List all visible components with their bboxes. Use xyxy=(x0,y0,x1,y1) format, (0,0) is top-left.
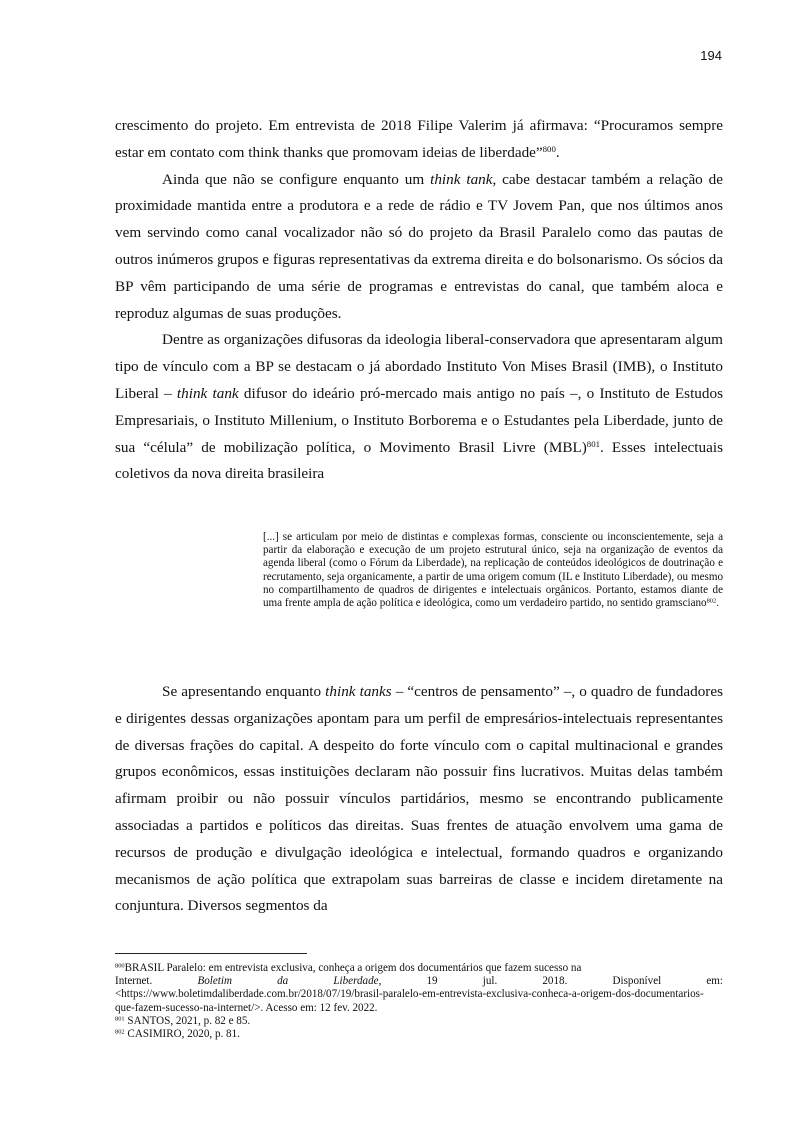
footnote-ref-800[interactable]: 800 xyxy=(542,143,556,154)
footnotes xyxy=(115,962,723,1041)
paragraph-4: Se apresentando enquanto think tanks – “centros de pensamento” –, o quadro de fundadores e dirigentes dessas organizações apontam para um perfil de empresários-intelectuais representantes de diversas frações do capital. A despeito do forte vínculo com o capital multinacional e grandes grupos econômicos, essas instituições declaram não possuir fins lucrativos. Muitas delas também afirmam proibir ou não possuir vínculos partidários, mesmo se encontrando publicamente associadas a partidos e políticos das direitas. Suas frentes de atuação envolvem uma gama de recursos de produção e divulgação ideológica e intelectual, formando quadros e organizando mecanismos de ação política que extrapolam suas barreiras de classe e incidem diretamente na conjuntura. Diversos segmentos da xyxy=(115,683,724,915)
footnote-801: $^{801}$ SANTOS, 2021, p. 82 e 85. xyxy=(115,1014,251,1027)
footnote-800: $^{800}$BRASIL Paralelo: em entrevista exclusiva, conheça a origem dos documentários que fazem sucesso na xyxy=(115,962,582,974)
footnote-800-line-2: Internet. Boletim da Liberdade, 19 jul. 2018. Disponível em: xyxy=(115,975,723,988)
page-number: 194 xyxy=(700,48,722,63)
footnote-802: $^{802}$ CASIMIRO, 2020, p. 81. xyxy=(115,1028,240,1041)
footnote-ref-802[interactable]: 802 xyxy=(706,597,717,605)
block-quote: [...] se articulam por meio de distintas e complexas formas, consciente ou inconscientemente, seja a partir da elaboração e execução de um projeto estrutural único, seja na organização de eventos da agenda liberal (como o Fórum da Liberdade), na replicação de conteúdos ideológicos de doutrinação e recrutamento, seja organicamente, a partir de uma origem comum (IL e Instituto Liberdade), ou mesmo no compartilhamento de quadros de dirigentes e intelectuais orgânicos. Portanto, estamos diante de uma frente ampla de ação política e ideológica, como um verdadeiro partido, no sentido gramsciano$^{802}$. xyxy=(263,531,723,610)
footnote-ref-801[interactable]: 801 xyxy=(586,438,600,449)
body-text-block-1 xyxy=(115,113,723,488)
paragraph-2: Ainda que não se configure enquanto um think tank, cabe destacar também a relação de proximidade mantida entre a produtora e a rede de rádio e TV Jovem Pan, que nos últimos anos vem servindo como canal vocalizador não só do projeto da Brasil Paralelo como das pautas de outros inúmeros grupos e figuras representativas da extrema direita e do bolsonarismo. Os sócios da BP vêm participando de uma série de programas e entrevistas do canal, que também aloca e reproduz algumas de suas produções. xyxy=(115,170,723,322)
footnote-800-link[interactable]: <https://www.boletimdaliberdade.com.br/2018/07/19/brasil-paralelo-em-entrevista-exclusiva-conheca-a-origem-dos-documentarios-que-fazem-sucesso-na-internet/>. Acesso em: 12 fev. 2022. xyxy=(115,988,704,1014)
footnote-separator xyxy=(115,953,307,954)
paragraph-1: crescimento do projeto. Em entrevista de 2018 Filipe Valerim já afirmava: “Procuramos sempre estar em contato com think thanks que promovam ideias de liberdade”$^{800}$. xyxy=(115,117,723,161)
body-text-block-2 xyxy=(115,679,723,920)
paragraph-3: Dentre as organizações difusoras da ideologia liberal-conservadora que apresentaram algum tipo de vínculo com a BP se destacam o já abordado Instituto Von Mises Brasil (IMB), o Instituto Liberal – think tank difusor do ideário pró-mercado mais antigo no país –, o Instituto de Estudos Empresariais, o Instituto Millenium, o Instituto Borborema e o Estudantes pela Liberdade, junto de sua “célula” de mobilização política, o Movimento Brasil Livre (MBL)$^{801}$. Esses intelectuais coletivos da nova direita brasileira xyxy=(115,331,723,483)
